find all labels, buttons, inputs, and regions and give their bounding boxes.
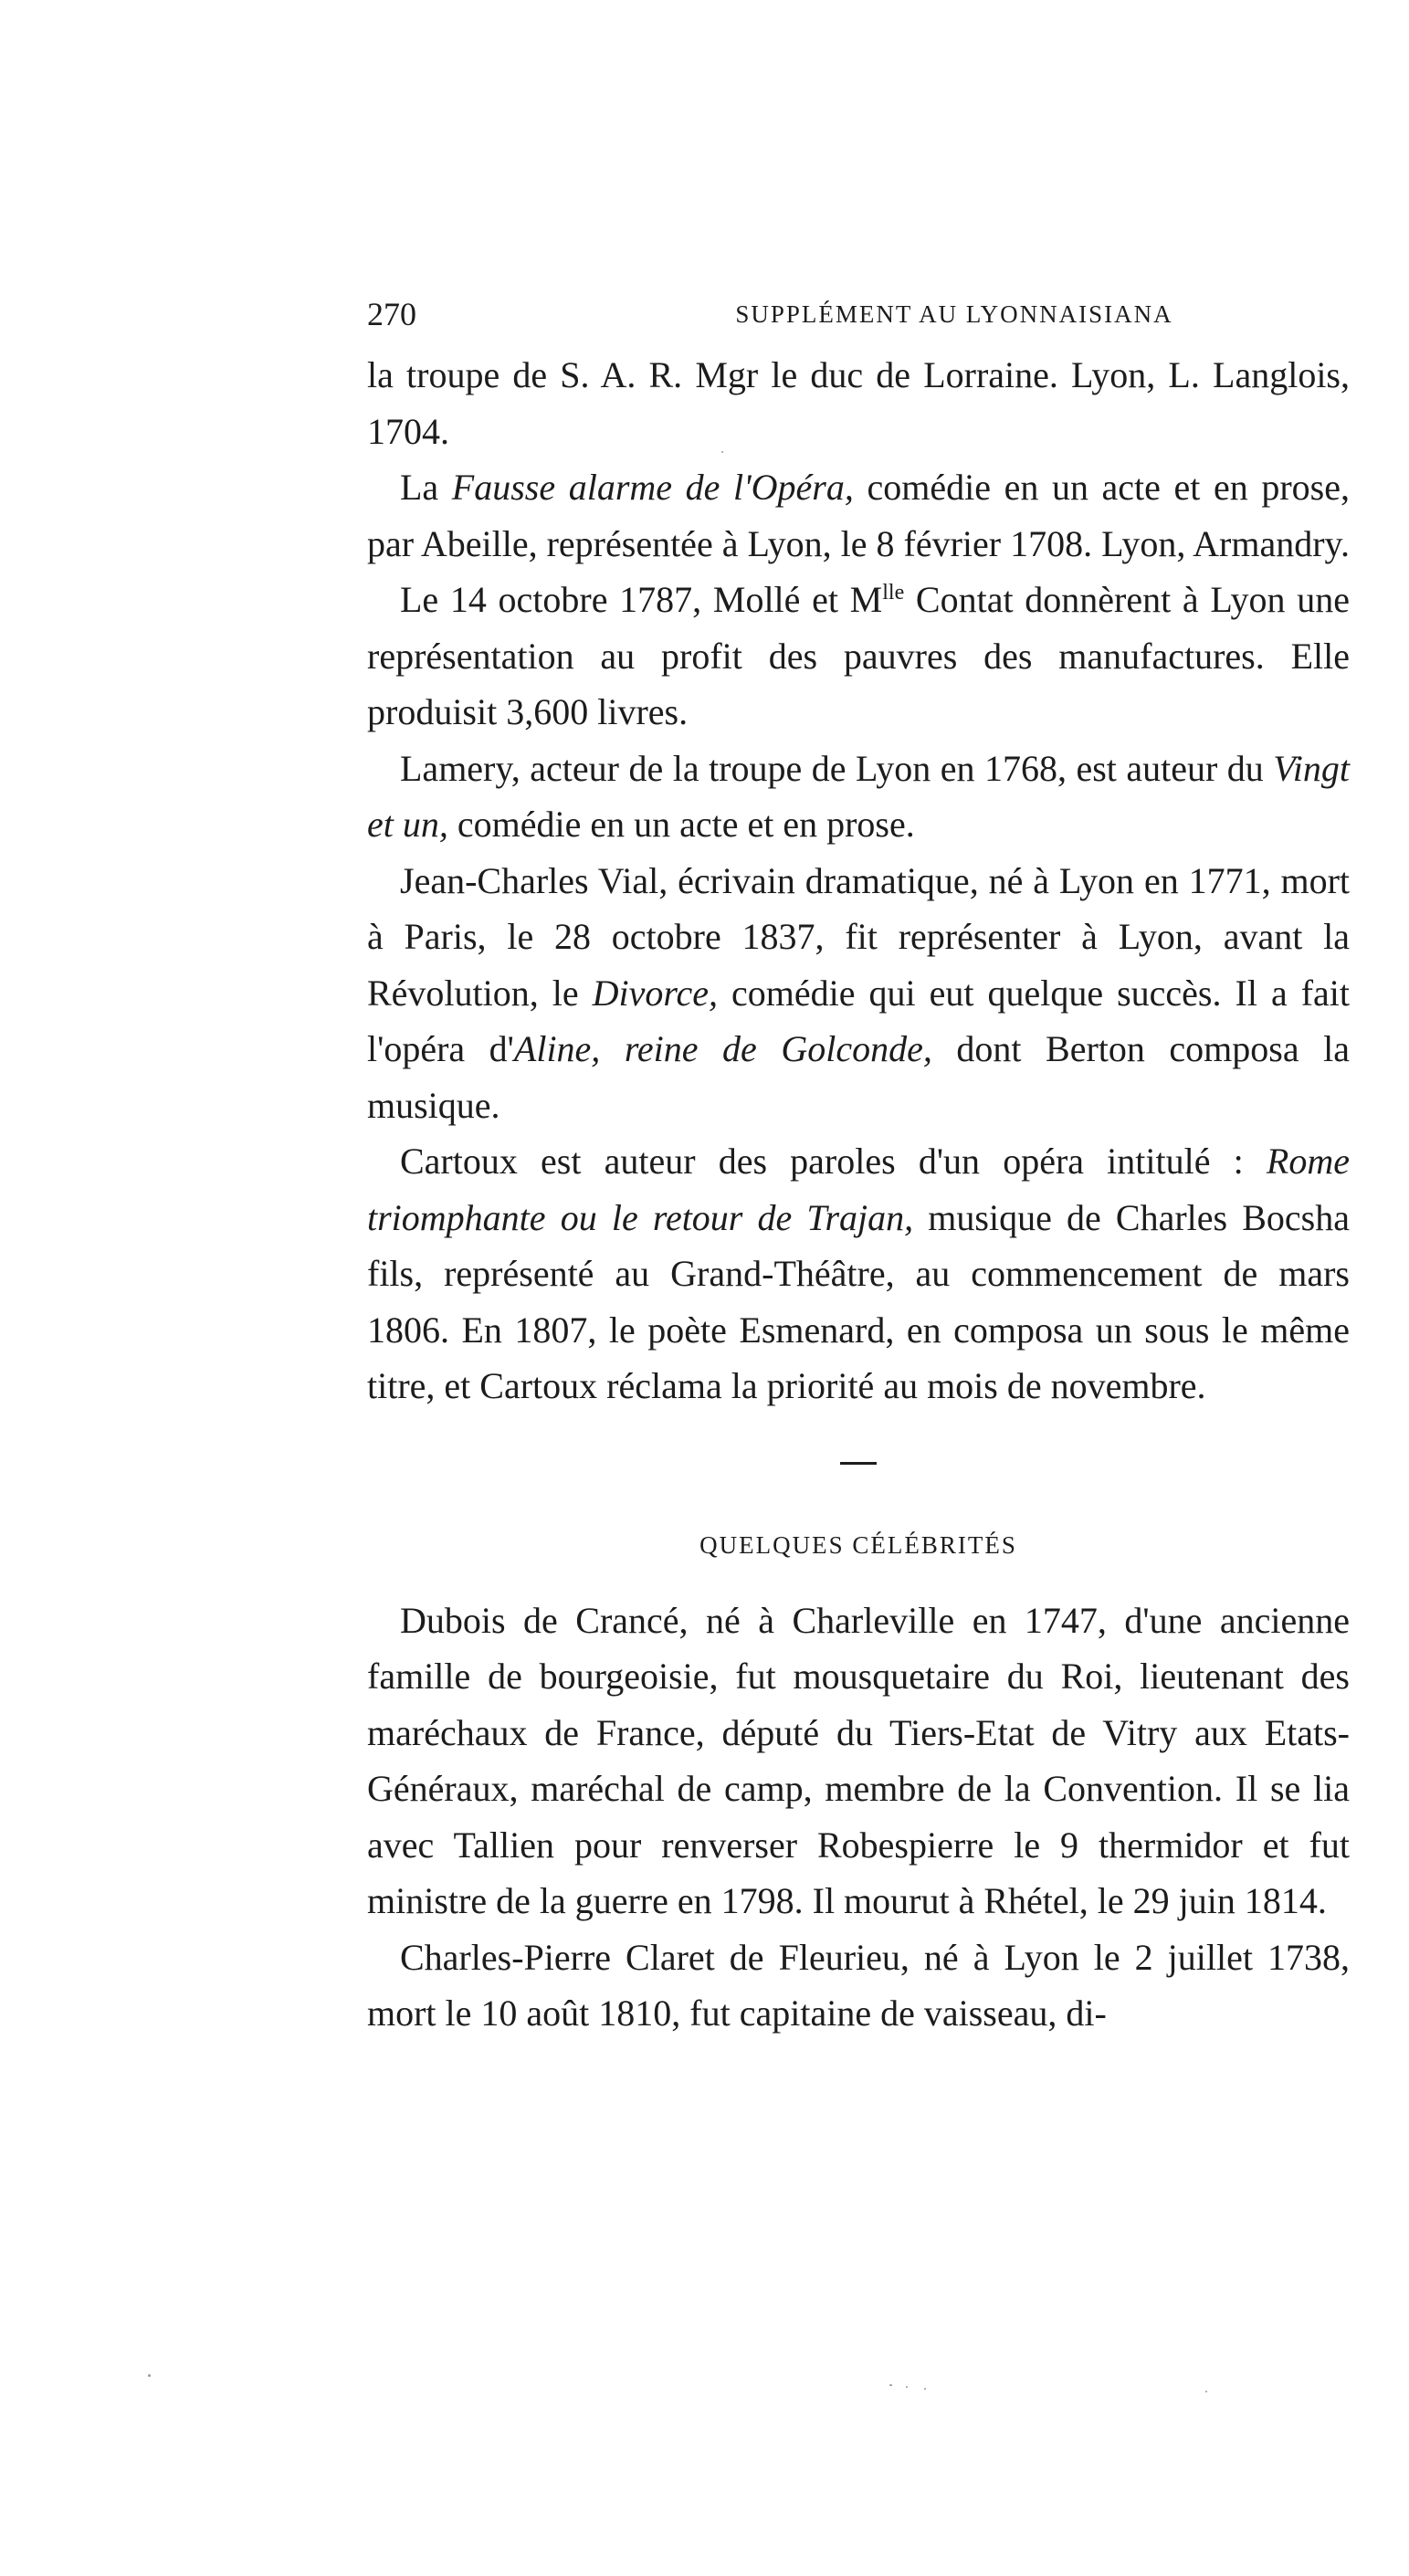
paragraph-text: dont Berton composa la musique. (367, 1028, 1350, 1126)
superscript: lle (882, 581, 905, 605)
body-text (367, 347, 1350, 2042)
paper-speck (889, 2384, 892, 2386)
paragraph-vial (367, 853, 1350, 1134)
paragraph-text: comédie qui eut quelque succès. Il a fait l'opéra d' (367, 972, 1350, 1069)
paper-speck (1205, 2391, 1207, 2392)
work-title: Fausse alarme de l'Opéra, (451, 467, 854, 508)
paper-speck (906, 2386, 908, 2388)
work-title: Vingt et un, (367, 747, 1350, 845)
running-title: SUPPLÉMENT AU LYONNAISIANA (735, 300, 1173, 328)
paragraph-text: Lamery, acteur de la troupe de Lyon en 1768, est auteur du (400, 747, 1274, 789)
running-head (367, 290, 1350, 338)
paragraph-text: musique de Charles Bocsha fils, représenté au Grand-Théâtre, au commencement de mars 1806. En 1807, le poète Esmenard, en composa un sous le même titre, et Cartoux réclama la priorité au mois de novembre. (367, 1196, 1350, 1406)
paragraph-text: Contat donnèrent à Lyon une représentation au profit des pauvres des manufactures. Elle produisit 3,600 livres. (367, 579, 1351, 732)
paragraph-text: Jean-Charles Vial, écrivain dramatique, né à Lyon en 1771, mort à Paris, le 28 octobre 1837, fit représenter à Lyon, avant la Révolution, le (367, 859, 1350, 1014)
paragraph-text: Cartoux est auteur des paroles d'un opéra intitulé : (400, 1141, 1267, 1182)
paper-speck (924, 2388, 926, 2390)
paragraph-text: comédie en un acte et en prose, par Abeille, représentée à Lyon, le 8 février 1708. Lyon, Armandry. (367, 467, 1350, 564)
section-title: QUELQUES CÉLÉBRITÉS (699, 1530, 1017, 1559)
paragraph-dubois-de-crance: Dubois de Crancé, né à Charleville en 1747, d'une ancienne famille de bourgeoisie, fut mousquetaire du Roi, lieutenant des maréchaux de France, député du Tiers-Etat de Vitry aux Etats-Généraux, maréchal de camp, membre de la Convention. Il se lia avec Tallien pour renverser Robespierre le 9 thermidor et fut ministre de la guerre en 1798. Il mourut à Rhétel, le 29 juin 1814. (367, 1599, 1350, 1921)
paragraph-text: comédie en un acte et en prose. (447, 804, 915, 845)
work-title: Aline, reine de Golconde, (513, 1028, 932, 1069)
paragraph-fausse-alarme (367, 459, 1350, 572)
paper-speck (148, 2374, 151, 2377)
paragraph-claret-de-fleurieu: Charles-Pierre Claret de Fleurieu, né à Lyon le 2 juillet 1738, mort le 10 août 1810, fut capitaine de vaisseau, di- (367, 1936, 1350, 2034)
section-divider (840, 1462, 877, 1465)
paragraph-troupe-lorraine: la troupe de S. A. R. Mgr le duc de Lorraine. Lyon, L. Langlois, 1704. (367, 354, 1350, 452)
page-number: 270 (367, 296, 416, 332)
paragraph-text: La (400, 467, 452, 508)
paragraph-lamery (367, 741, 1350, 853)
work-title: Divorce, (592, 972, 718, 1014)
paragraph-cartoux (367, 1133, 1350, 1414)
paragraph-molle-contat (367, 572, 1350, 741)
work-title: Rome triomphante ou le retour de Trajan, (367, 1141, 1350, 1238)
paper-speck (721, 451, 723, 453)
paragraph-text: Le 14 octobre 1787, Mollé et M (400, 579, 883, 620)
